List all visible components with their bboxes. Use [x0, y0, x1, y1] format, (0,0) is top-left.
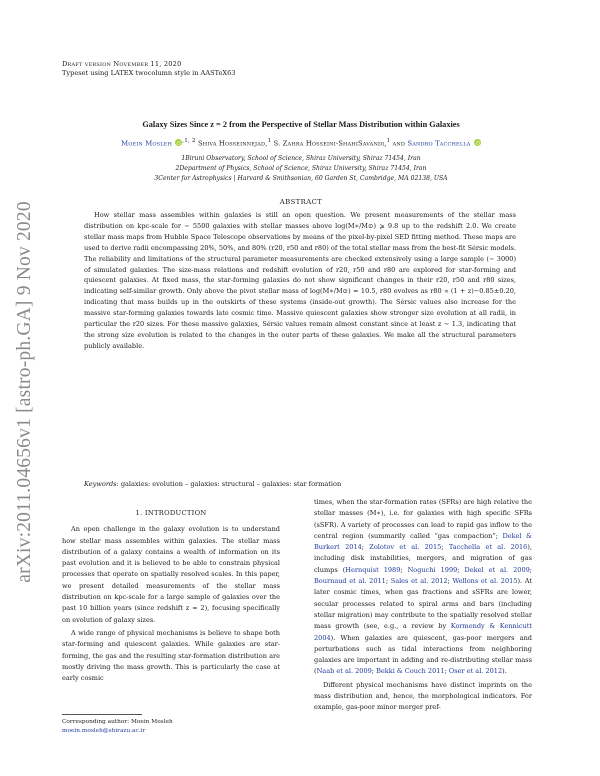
text-run: ; — [385, 577, 389, 586]
affiliations — [62, 154, 540, 183]
abstract-text: How stellar mass assembles within galaxies is still an open question. We present measurements of the stellar mass distribution on kpc-scale for ∼ 5500 galaxies with stellar masses above log(M∗/M⊙) ⩾ 9.8 up to the redshift 2.0. We create stellar mass maps from Hubble Space Telescope observations by means of the pixel-by-pixel SED fitting method. These maps are used to derive radii encompassing 20%, 50%, and 80% (r20, r50 and r80) of the total stellar mass from the best-fit Sérsic models. The reliability and limitations of the structural parameter measurements are checked extensively using a large sample (∼ 3000) of simulated galaxies. The size-mass relations and redshift evolution of r20, r50 and r80 are explored for star-forming and quiescent galaxies. At fixed mass, the star-forming galaxies do not show significant changes in their r20, r50 and r80 sizes, indicating self-similar growth. Only above the pivot stellar mass of log(M∗/M⊙) ≃ 10.5, r80 evolves as r80 ∝ (1 + z)−0.85±0.20, indicating that mass builds up in the outskirts of these systems (inside-out growth). The Sérsic values also increase for the massive star-forming galaxies towards late cosmic time. Massive quiescent galaxies show stronger size evolution at all radii, in particular the r20 sizes. For these massive galaxies, Sérsic values remain almost constant since at least z ∼ 1.3, indicating that the strong size evolution is related to the changes in the outer parts of these galaxies. We make all the structural parameters publicly available. — [84, 211, 516, 350]
author-sup: 1 — [267, 138, 272, 144]
arxiv-stamp-text: arXiv:2011.04656v1 [astro-ph.GA] 9 Nov 2020 — [14, 201, 36, 583]
author-and: and — [392, 139, 406, 148]
citation-link[interactable]: Hernquist 1989 — [345, 565, 401, 574]
left-column — [62, 508, 280, 686]
citation-link[interactable]: Zolotov et al. 2015 — [369, 543, 442, 552]
affiliation-3: 3Center for Astrophysics | Harvard & Smithsonian, 60 Garden St, Cambridge, MA 02138, USA — [154, 174, 448, 182]
keywords-label: Keywords: — [84, 480, 119, 488]
text-run: ), including disk instabilities, mergers, and migration of gas clumps ( — [314, 543, 532, 574]
section-heading-introduction: 1. INTRODUCTION — [135, 509, 207, 517]
keywords-text: galaxies: evolution – galaxies: structural – galaxies: star formation — [120, 480, 342, 488]
text-run: ; — [457, 565, 460, 574]
citation-link[interactable]: Tacchella et al. 2016 — [448, 543, 528, 552]
paper-title: Galaxy Sizes Since z = 2 from the Perspective of Stellar Mass Distribution within Galaxies — [142, 120, 460, 129]
text-run: ; — [400, 565, 403, 574]
svg-text:iD: iD — [176, 141, 182, 147]
right-column — [314, 497, 532, 716]
citation-link[interactable]: Kormendy & Kennicutt 2004 — [314, 622, 532, 642]
footnote — [62, 718, 173, 735]
author-list — [62, 138, 540, 147]
draft-version-line: Draft version November 11, 2020 — [62, 60, 182, 68]
author-email-link[interactable]: moein.mosleh@shirazu.ac.ir — [62, 727, 146, 734]
citation-link[interactable]: Bournaud et al. 2011 — [314, 577, 386, 586]
text-run: ; — [447, 577, 450, 586]
text-run: ). — [502, 667, 507, 676]
author-tacchella-link[interactable]: Sandro Tacchella — [407, 139, 471, 148]
corresponding-author: Corresponding author: Moein Mosleh — [62, 719, 173, 725]
citation-link[interactable]: Noguchi 1999 — [407, 565, 458, 574]
abstract-heading: ABSTRACT — [279, 198, 323, 206]
citation-link[interactable]: Oser et al. 2012 — [448, 667, 503, 676]
affiliation-1: 1Biruni Observatory, School of Science, Shiraz University, Shiraz 71454, Iran — [181, 155, 421, 162]
citation-link[interactable]: Dekel & Burkert 2014 — [314, 531, 532, 552]
intro-paragraph-2: A wide range of physical mechanisms is believe to shape both star-forming and quiescent galaxies. While galaxies are star-forming, the gas and the resulting star-formation distribution are mostly driving the mass growth. This is particularly the case at early cosmic — [62, 628, 280, 683]
author-mosleh-link[interactable]: Moein Mosleh — [121, 139, 172, 148]
author-sup: 1 — [386, 138, 391, 144]
text-run: ; — [441, 543, 444, 552]
author-hosseini-shahisavandi: S. Zahra Hosseini-ShahiSavandi, — [273, 139, 387, 148]
text-run: times, when the star-formation rates (SFRs) are high relative the stellar masses (M∗), i.e. for galaxies with high specific SFRs (sSFR). A variety of processes can lead to rapid gas inflow to the central region (summarily called “gas compaction”; — [314, 498, 532, 540]
citation-link[interactable]: Naab et al. 2009 — [316, 667, 372, 676]
text-run: ; — [371, 667, 374, 676]
citation-link[interactable]: Wellons et al. 2015 — [452, 577, 518, 586]
orcid-icon[interactable] — [474, 139, 481, 146]
keywords — [84, 479, 516, 489]
text-run: ; — [444, 667, 447, 676]
text-run: ). When galaxies are quiescent, gas-poor mergers and perturbations such as tidal interactions from neighboring galaxies are important in adding and re-distributing stellar mass ( — [314, 633, 532, 676]
right-paragraph-2: Different physical mechanisms have distinct imprints on the mass distribution and, hence, the morphological indicators. For example, gas-poor minor merger pref- — [314, 680, 532, 712]
citation-link[interactable]: Sales et al. 2012 — [390, 577, 448, 586]
text-run: ; — [361, 543, 364, 552]
author-sup: ,1, 2 — [182, 138, 196, 144]
typeset-line: Typeset using LATEX twocolumn style in AASTeX63 — [62, 69, 236, 77]
svg-text:iD: iD — [475, 141, 480, 147]
text-run: ; — [529, 565, 533, 574]
author-hosseinnejad: Shiva Hosseinnejad, — [197, 139, 268, 148]
footnote-divider — [62, 714, 142, 715]
right-paragraph-1 — [314, 497, 532, 678]
arxiv-identifier-stamp — [4, 182, 46, 602]
text-run: ). At later cosmic times, when gas fractions and sSFRs are lower, secular processes related to spiral arms and bars (including stellar migration) may contribute to the spatially resolved stellar mass growth (see, e.g., a review by — [314, 577, 532, 631]
intro-paragraph-1: An open challenge in the galaxy evolution is to understand how stellar mass assembles within galaxies. The stellar mass distribution of a galaxy contains a wealth of information on its past evolution and it is believed to be able to constrain physical processes that operate on spatially resolved scales. In this paper, we present detailed measurements of the stellar mass distribution on kpc-scale for a large sample of galaxies over the past 10 billion years (since redshift z ≈ 2), focusing specifically on evolution of galaxy sizes. — [62, 525, 280, 624]
citation-link[interactable]: Bekki & Couch 2011 — [376, 667, 445, 676]
affiliation-2: 2Department of Physics, School of Science, Shiraz University, Shiraz 71454, Iran — [175, 164, 427, 172]
citation-link[interactable]: Dekel et al. 2009 — [464, 565, 530, 574]
